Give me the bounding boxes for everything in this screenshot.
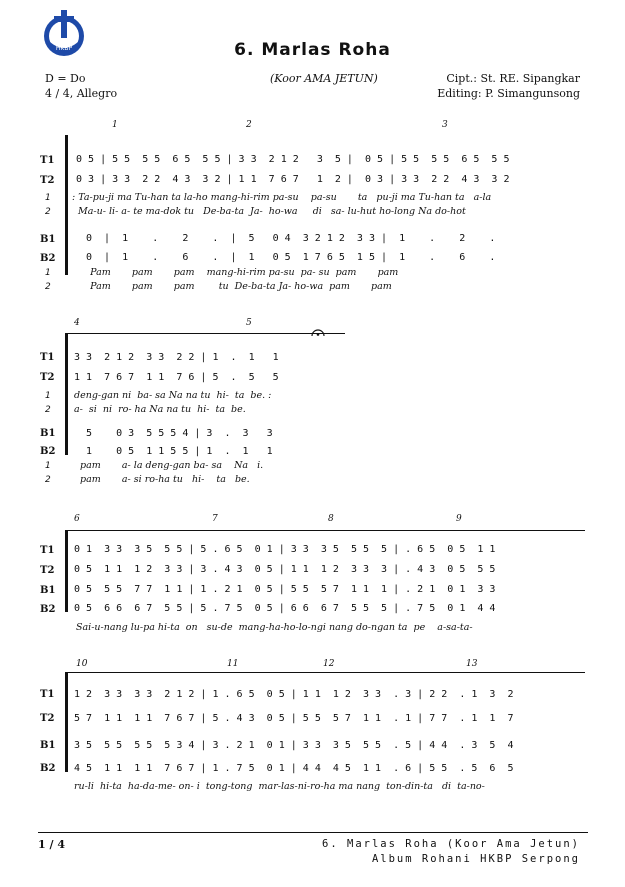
- lyrics-line: a- si ni ro- ha Na na tu hi- ta be.: [74, 404, 246, 415]
- notation-row: 4 5 1 1 1 1 7 6 7 | 1 . 7 5 0 1 | 4 4 4 5 1 1 . 6 | 5 5 . 5 6 5: [74, 763, 514, 774]
- measure-number: 12: [323, 659, 335, 669]
- verse-number: 2: [45, 475, 51, 485]
- measure-number: 5: [246, 318, 252, 328]
- notation-row: 3 5 5 5 5 5 5 3 4 | 3 . 2 1 0 1 | 3 3 3 5 5 5 . 5 | 4 4 . 3 5 4: [74, 740, 514, 751]
- song-title: 6. Marlas Roha: [234, 40, 391, 60]
- lyrics-line: pam a- la deng-gan ba- sa Na i.: [80, 460, 264, 471]
- lyrics-line: Pam pam pam mang-hi-rim pa-su pa- su pam pam: [72, 267, 399, 278]
- part-label: B2: [40, 253, 56, 264]
- notation-row: 0 | 1 . 6 . | 1 0 5 1 7 6 5 1 5 | 1 . 6 .: [86, 252, 496, 263]
- verse-number: 2: [45, 405, 51, 415]
- notation-row: 3 3 2 1 2 3 3 2 2 | 1 . 1 1: [74, 352, 279, 363]
- measure-number: 3: [442, 120, 448, 130]
- system-bracket: [65, 672, 68, 772]
- system-bracket: [65, 333, 68, 455]
- measure-number: 2: [246, 120, 252, 130]
- part-label: T2: [40, 713, 55, 724]
- lyrics-line: : Ta-pu-ji ma Tu-han ta la-ho mang-hi-rim pa-su pa-su ta pu-ji ma Tu-han ta a-la: [72, 192, 492, 203]
- part-label: T2: [40, 372, 55, 383]
- notation-row: 5 0 3 5 5 5 4 | 3 . 3 3: [80, 428, 273, 439]
- part-label: B1: [40, 585, 56, 596]
- measure-number: 11: [227, 659, 239, 669]
- part-label: B1: [40, 740, 56, 751]
- staff-line: [65, 530, 585, 531]
- notation-row: 1 1 7 6 7 1 1 7 6 | 5 . 5 5: [74, 372, 279, 383]
- part-label: B1: [40, 428, 56, 439]
- lyrics-line: Pam pam pam tu De-ba-ta Ja- ho-wa pam pam: [72, 281, 392, 292]
- part-label: B2: [40, 446, 56, 457]
- verse-number: 2: [45, 207, 51, 217]
- measure-number: 9: [456, 514, 462, 524]
- lyrics-line: Ma-u- li- a- te ma-dok tu De-ba-ta Ja- ho-wa di sa- lu-hut ho-long Na do-hot: [72, 206, 466, 217]
- measure-number: 6: [74, 514, 80, 524]
- choir-name: (Koor AMA JETUN): [270, 72, 378, 85]
- measure-number: 4: [74, 318, 80, 328]
- footer-rule: [38, 832, 588, 833]
- lyrics-line: ru-li hi-ta ha-da-me- on- i tong-tong mar-las-ni-ro-ha ma nang ton-din-ta di ta-no-: [74, 781, 485, 792]
- part-label: T1: [40, 155, 55, 166]
- composer: Cipt.: St. RE. Sipangkar: [446, 72, 580, 85]
- part-label: B2: [40, 763, 56, 774]
- meter: 4 / 4, Allegro: [45, 87, 118, 100]
- part-label: B2: [40, 604, 56, 615]
- system-bracket: [65, 135, 68, 275]
- fermata-icon: [310, 326, 326, 338]
- notation-row: 1 0 5 1 1 5 5 | 1 . 1 1: [80, 446, 273, 457]
- part-label: T1: [40, 352, 55, 363]
- notation-row: 0 5 5 5 7 7 1 1 | 1 . 2 1 0 5 | 5 5 5 7 1 1 1 | . 2 1 0 1 3 3: [74, 584, 496, 595]
- notation-row: 0 5 6 6 6 7 5 5 | 5 . 7 5 0 5 | 6 6 6 7 5 5 5 | . 7 5 0 1 4 4: [74, 603, 496, 614]
- page-number: 1 / 4: [38, 838, 65, 851]
- notation-row: 0 5 | 5 5 5 5 6 5 5 5 | 3 3 2 1 2 3 5 | 0 5 | 5 5 5 5 6 5 5 5: [76, 154, 510, 165]
- system-bracket: [65, 530, 68, 612]
- notation-row: 0 5 1 1 1 2 3 3 | 3 . 4 3 0 5 | 1 1 1 2 3 3 3 | . 4 3 0 5 5 5: [74, 564, 496, 575]
- footer-album: Album Rohani HKBP Serpong: [371, 853, 580, 865]
- svg-text:HKBP: HKBP: [55, 45, 73, 52]
- verse-number: 2: [45, 282, 51, 292]
- notation-row: 0 1 3 3 3 5 5 5 | 5 . 6 5 0 1 | 3 3 3 5 5 5 5 | . 6 5 0 5 1 1: [74, 544, 496, 555]
- part-label: T1: [40, 545, 55, 556]
- notation-row: 0 | 1 . 2 . | 5 0 4 3 2 1 2 3 3 | 1 . 2 .: [86, 233, 496, 244]
- lyrics-line: deng-gan ni ba- sa Na na tu hi- ta be. :: [74, 390, 272, 401]
- notation-row: 1 2 3 3 3 3 2 1 2 | 1 . 6 5 0 5 | 1 1 1 2 3 3 . 3 | 2 2 . 1 3 2: [74, 689, 514, 700]
- part-label: T2: [40, 565, 55, 576]
- measure-number: 13: [466, 659, 478, 669]
- staff-line: [65, 672, 585, 673]
- editor: Editing: P. Simangunsong: [437, 87, 580, 100]
- measure-number: 1: [112, 120, 118, 130]
- part-label: T2: [40, 175, 55, 186]
- staff-line: [65, 333, 345, 334]
- measure-number: 8: [328, 514, 334, 524]
- lyrics-line: pam a- si ro-ha tu hi- ta be.: [80, 474, 250, 485]
- verse-number: 1: [45, 193, 51, 203]
- lyrics-line: Sai-u-nang lu-pa hi-ta on su-de mang-ha-ho-lo-ngi nang do-ngan ta pe a-sa-ta-: [76, 622, 473, 633]
- measure-number: 7: [212, 514, 218, 524]
- key-signature: D = Do: [45, 72, 86, 85]
- measure-number: 10: [76, 659, 88, 669]
- verse-number: 1: [45, 461, 51, 471]
- verse-number: 1: [45, 391, 51, 401]
- footer-title: 6. Marlas Roha (Koor Ama Jetun): [322, 838, 580, 850]
- notation-row: 5 7 1 1 1 1 7 6 7 | 5 . 4 3 0 5 | 5 5 5 7 1 1 . 1 | 7 7 . 1 1 7: [74, 713, 514, 724]
- part-label: B1: [40, 234, 56, 245]
- verse-number: 1: [45, 268, 51, 278]
- part-label: T1: [40, 689, 55, 700]
- notation-row: 0 3 | 3 3 2 2 4 3 3 2 | 1 1 7 6 7 1 2 | 0 3 | 3 3 2 2 4 3 3 2: [76, 174, 510, 185]
